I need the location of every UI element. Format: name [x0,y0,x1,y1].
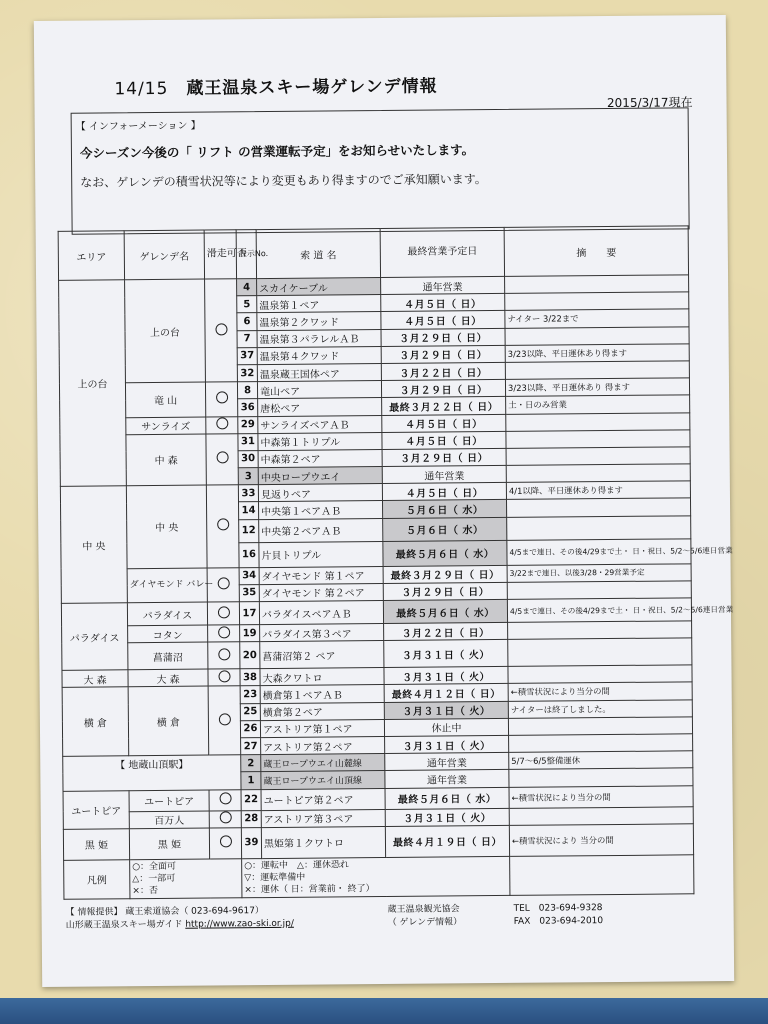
last-day: ３月３１日（ 火） [385,808,509,826]
bottom-strip [0,998,768,1024]
slope-cell: 横 倉 [128,686,209,755]
lift-no: 32 [237,365,257,382]
slope-cell: 菖蒲沼 [128,642,208,670]
remark [509,768,693,787]
last-day: 最終５月６日（ 水） [383,540,507,566]
lift-no: 28 [241,810,261,827]
slope-cell: サンライズ [126,417,206,435]
legend-lift-1: ○：運転中 △：運休恐れ [244,860,350,871]
footer-provider [66,905,294,933]
lift-no: 29 [238,416,258,433]
last-day: 最終３月２９日（ 日） [383,565,507,583]
remark: ←積雪状況により 当分の間 [509,824,693,857]
lift-name: 蔵王ロープウエイ山麓線 [261,754,385,772]
skiable-cell [208,625,240,642]
last-day: 休止中 [384,718,508,736]
lift-name: ダイヤモンド 第１ペア [259,566,383,584]
remark: ←積雪状況により当分の間 [508,682,692,701]
last-day: ３月２９日（ 日） [382,448,506,466]
information-line-2: なお、ゲレンデの積雪状況等により変更もあり得ますのでご承知願います。 [80,172,487,190]
lift-no: 8 [237,382,257,399]
legend-slope [130,858,242,898]
lift-name: 横倉第１ペアＡＢ [260,685,384,703]
header-area: エリア [58,231,124,281]
slope-cell: ユートピア [129,790,209,812]
lift-name: 唐松ペア [258,398,382,416]
header-lift: 索 道 名 [256,229,380,279]
lift-name: 菖蒲沼第２ ペア [260,641,384,669]
remark [507,581,691,600]
skiable-cell [205,382,237,417]
last-day: 最終４月１２日（ 日） [384,684,508,702]
lift-name: 片貝トリプル [259,541,383,567]
remark: 土・日のみ営業 [506,395,690,414]
lift-name: アストリア第１ペア [260,719,384,737]
lift-name: 竜山ペア [257,381,381,399]
remark: ナイターは終了しました。 [508,699,692,718]
legend-blank [510,854,694,895]
skiable-cell [206,485,239,568]
lift-no: 14 [239,502,259,519]
last-day: 通年営業 [382,465,506,483]
lift-no: 39 [241,827,261,858]
lift-name: 黒姫第１クワトロ [261,826,385,858]
legend-lift [242,856,510,897]
lift-name: 中央ロープウエイ [258,467,382,485]
lift-no: 7 [237,330,257,347]
last-day: ３月３１日（ 火） [384,640,508,668]
legend-label: 凡例 [64,859,130,899]
last-day: 最終５月６日（ 水） [385,787,509,809]
remark: 4/5まで連日、その後4/29まで土・ 日・祝日、5/2～5/6連日営業 [507,538,691,565]
remark [506,464,690,483]
footer-contact [514,902,604,929]
footer-association [388,903,463,930]
area-cell: パラダイス [61,603,128,671]
last-day: ３月３１日（ 火） [385,735,509,753]
last-day: ３月２９日（ 日） [381,380,505,398]
header-remarks: 摘 要 [504,226,688,277]
lift-no: 35 [239,584,259,601]
page-title [114,72,437,100]
legend-lift-3: ×：運休（ 日：営業前・ 終了） [244,883,375,895]
last-day: ３月２９日（ 日） [381,328,505,346]
lift-no: 5 [237,296,257,313]
circle-icon [215,323,227,335]
circle-icon [216,417,228,429]
last-day: ５月６日（ 水） [383,517,507,541]
slope-cell: 竜 山 [125,382,205,417]
remark: ←積雪状況により当分の間 [509,785,693,808]
remark [507,515,691,540]
last-day: 通年営業 [385,770,509,788]
table-header-row [58,226,688,280]
lift-name: サンライズペアＡＢ [258,415,382,433]
information-box [71,107,690,234]
circle-icon [219,836,231,848]
area-cell: ユートピア [63,790,129,829]
slope-cell: 中 森 [126,434,206,486]
circle-icon [216,452,228,464]
remark: 3/23以降、平日運休あり 得ます [505,378,689,397]
remark [505,275,689,294]
lift-no: 4 [237,279,257,296]
last-day: ４月５日（ 日） [382,414,506,432]
slope-cell: コタン [128,625,208,643]
lift-no: 38 [240,669,260,686]
remark [505,326,689,345]
slope-cell: ダイヤモンド バレー [127,568,207,603]
lift-no: 20 [240,642,260,669]
skiable-cell [206,433,238,485]
information-line-1: 今シーズン今後の「 リフト の営業運転予定」をお知らせいたします。 [79,142,475,161]
area-cell: 黒 姫 [63,828,129,860]
legend-slope-2: △：一部可 [132,873,176,884]
header-skiable: 滑走可否 [204,230,236,279]
skiable-cell [207,602,239,625]
lift-name: ダイヤモンド 第２ペア [259,583,383,601]
lift-name: 中央第１ペアＡＢ [259,501,383,519]
fax-number: FAX 023-694-2010 [513,916,604,927]
lift-name: 中央第２ペアＡＢ [259,518,383,542]
lift-name: 大森クワトロ [260,668,384,686]
remark [509,806,693,825]
footer [65,901,706,931]
lift-no: 31 [238,433,258,450]
remark [505,361,689,380]
last-day: 通年営業 [385,753,509,771]
lift-no: 12 [239,519,259,542]
skiable-cell [208,669,240,686]
header-no: 表示No. [236,230,256,279]
information-heading: 【 インフォーメーション 】 [75,120,201,133]
header-last-day: 最終営業予定日 [380,227,504,277]
last-day: ３月３１日（ 火） [384,667,508,685]
remark [506,498,690,517]
area-cell: 中 央 [60,486,127,603]
guide-label: 山形蔵王温泉スキー場ガイド [65,919,183,931]
circle-icon [217,606,229,618]
season-label: 14/15 [114,78,169,100]
area-cell: 上の台 [59,280,127,487]
remark: 3/22まで連日、以後3/28・29営業予定 [507,563,691,582]
lift-no: 1 [241,772,261,789]
last-day: ３月３１日（ 火） [384,701,508,719]
skiable-cell [209,789,241,810]
remark: ナイター 3/22まで [505,309,689,328]
lift-name: 温泉第４クワッド [257,346,381,364]
lift-no: 22 [241,789,261,810]
document-sheet [34,15,734,987]
remark [505,292,689,311]
guide-link[interactable]: http://www.zao-ski.or.jp/ [185,918,294,930]
last-day: ３月２２日（ 日） [381,362,505,380]
remark: 3/23以降、平日運休あり得ます [505,344,689,363]
circle-icon [218,626,230,638]
lift-name: パラダイス第３ペア [260,624,384,642]
legend-slope-1: ○：全面可 [132,861,177,872]
last-day: ３月２２日（ 日） [384,622,508,640]
circle-icon [217,577,229,589]
lift-no: 23 [240,686,260,703]
lift-no: 25 [240,703,260,720]
as-of-date: 2015/3/17現在 [606,95,693,111]
slope-cell: パラダイス [127,602,207,626]
lift-no: 16 [239,542,259,567]
lift-name: スカイケーブル [257,278,381,296]
slope-cell: 大 森 [128,669,208,687]
circle-icon [216,392,228,404]
guide-line [66,918,294,933]
lift-name: アストリア第３ペア [261,809,385,827]
title-text: 蔵王温泉スキー場ゲレンデ情報 [186,76,438,99]
remark: 4/1以降、平日運休あり得ます [506,481,690,500]
last-day: 最終３月２２日（ 日） [382,397,506,415]
lift-no: 26 [240,720,260,737]
lift-name: 見返りペア [258,484,382,502]
legend-slope-3: ×：否 [132,885,158,896]
lift-no: 2 [241,755,261,772]
slope-cell: 百万人 [129,811,209,829]
last-day: ４月５日（ 日） [381,311,505,329]
lift-no: 37 [237,347,257,364]
lift-name: 横倉第２ペア [260,702,384,720]
skiable-cell [205,279,238,382]
remark [508,621,692,640]
lift-no: 36 [238,399,258,416]
circle-icon [218,713,230,725]
circle-icon [218,648,230,660]
area-cell: 横 倉 [62,687,129,756]
remark [506,430,690,449]
last-day: 最終４月１９日（ 日） [385,825,509,857]
lift-name: 中森第２ペア [258,449,382,467]
lift-name: 中森第１トリプル [258,432,382,450]
lift-name: パラダイスペアＡＢ [259,601,383,625]
lift-no: 34 [239,567,259,584]
remark [508,717,692,736]
circle-icon [219,792,231,804]
assoc-name: 蔵王温泉観光協会 [387,904,460,915]
remark [506,412,690,431]
tel-number: TEL 023-694-9328 [513,903,603,914]
remark [506,447,690,466]
remark: 4/5まで連日、その後4/29まで土・ 日・祝日、5/2～5/6連日営業 [507,598,691,623]
header-slope: ゲレンデ名 [124,230,204,280]
lift-no: 17 [239,602,259,625]
circle-icon [218,670,230,682]
last-day: ４月５日（ 日） [381,294,505,312]
provider-text: 【 情報提供】 蔵王索道協会（ 023-694-9617） [65,906,264,918]
last-day: ３月２９日（ 日） [381,345,505,363]
lift-name: 温泉第１ペア [257,295,381,313]
skiable-cell [208,686,241,755]
lift-no: 3 [238,468,258,485]
lift-name: 温泉第２クワッド [257,312,381,330]
lift-schedule-table [58,225,734,899]
last-day: ４月５日（ 日） [382,431,506,449]
lift-no: 19 [240,625,260,642]
lift-no: 6 [237,313,257,330]
lift-no: 30 [238,450,258,467]
last-day: 通年営業 [381,276,505,294]
lift-name: ユートピア第２ペア [261,788,385,810]
lift-no: 33 [238,485,258,502]
circle-icon [217,519,229,531]
lift-name: アストリア第２ペア [261,736,385,754]
circle-icon [219,811,231,823]
lift-name: 温泉蔵王国体ペア [257,363,381,381]
assoc-sub: （ ゲレンデ情報） [387,917,463,928]
area-cell: 【 地蔵山頂駅】 [63,755,241,791]
area-cell: 大 森 [62,670,128,688]
lift-no: 27 [241,738,261,755]
skiable-cell [209,810,241,827]
legend-lift-2: ▽：運転準備中 [244,872,306,883]
remark [509,734,693,753]
last-day: ５月６日（ 水） [382,500,506,518]
legend-row [64,854,694,898]
remark [508,665,692,684]
lift-name: 温泉第３パラレルＡＢ [257,329,381,347]
slope-cell: 上の台 [125,279,206,383]
last-day: 最終５月６日（ 水） [383,599,507,623]
skiable-cell [208,642,240,669]
remark [508,638,692,667]
last-day: ４月５日（ 日） [382,483,506,501]
last-day: ３月２９日（ 日） [383,582,507,600]
slope-cell: 黒 姫 [129,828,209,860]
slope-cell: 中 央 [126,485,207,568]
skiable-cell [206,416,238,433]
lift-name: 蔵王ロープウエイ山頂線 [261,771,385,789]
remark: 5/7～6/5整備運休 [509,751,693,770]
skiable-cell [209,827,241,858]
